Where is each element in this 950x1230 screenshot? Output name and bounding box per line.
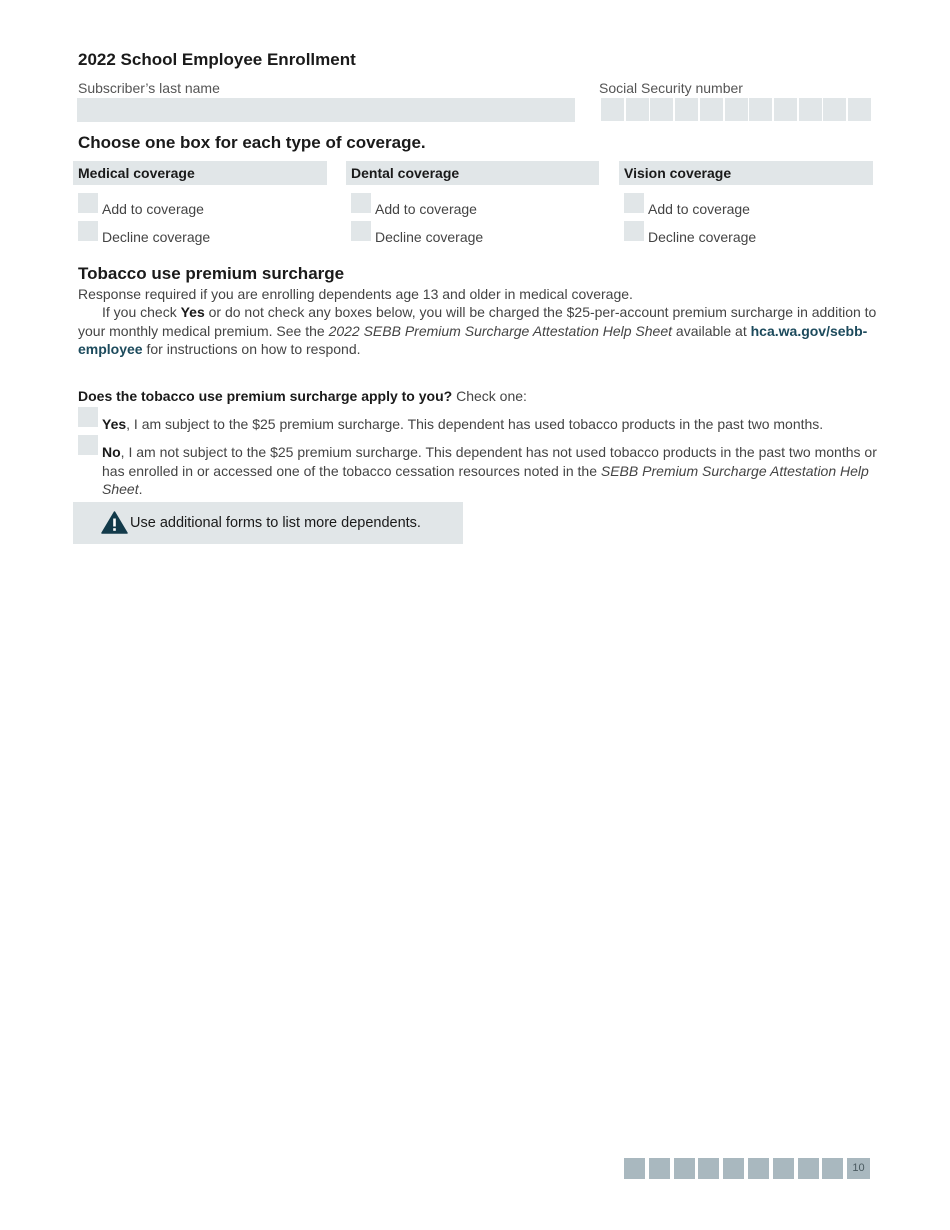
tobacco-yes-checkbox[interactable] — [78, 407, 98, 427]
last-name-input[interactable] — [77, 98, 575, 122]
sebb-employee-link[interactable]: hca.wa.gov/sebb-employee — [78, 322, 868, 357]
tobacco-heading: Tobacco use premium surcharge — [78, 264, 345, 283]
vision-add-checkbox[interactable] — [624, 193, 644, 213]
page-marker-box — [624, 1158, 645, 1179]
page-number: 10 — [847, 1158, 870, 1179]
page-marker-box — [748, 1158, 769, 1179]
medical-coverage-header: Medical coverage — [73, 161, 327, 185]
tobacco-no-checkbox[interactable] — [78, 435, 98, 455]
vision-decline-label: Decline coverage — [648, 229, 757, 245]
page-marker-box — [798, 1158, 819, 1179]
tobacco-explanation: If you check Yes or do not check any boxes below, you will be charged the $25-per-account premium surcharge in addition to your monthly medical premium. See the 2022 SEBB Premium Surcharge Attestation Help Sheet available at hca.wa.gov/sebb-employee for instructions on how to respond. — [78, 304, 877, 357]
ssn-digit-box[interactable] — [626, 98, 649, 121]
ssn-digit-box[interactable] — [749, 98, 772, 121]
medical-add-checkbox[interactable] — [78, 193, 98, 213]
additional-forms-note-text: Use additional forms to list more dependents. — [130, 515, 421, 531]
last-name-label: Subscriber’s last name — [78, 80, 220, 96]
medical-decline-checkbox[interactable] — [78, 221, 98, 241]
dental-coverage-header: Dental coverage — [346, 161, 599, 185]
ssn-digit-box[interactable] — [675, 98, 698, 121]
ssn-label: Social Security number — [599, 80, 743, 96]
page-marker-box — [674, 1158, 695, 1179]
page-marker-box — [723, 1158, 744, 1179]
ssn-digit-box[interactable] — [650, 98, 673, 121]
dental-decline-label: Decline coverage — [375, 229, 484, 245]
page-title: 2022 School Employee Enrollment — [78, 50, 356, 69]
dental-add-checkbox[interactable] — [351, 193, 371, 213]
ssn-digit-box[interactable] — [601, 98, 624, 121]
ssn-digit-box[interactable] — [774, 98, 797, 121]
vision-coverage-header: Vision coverage — [619, 161, 873, 185]
page-marker-box — [773, 1158, 794, 1179]
vision-decline-checkbox[interactable] — [624, 221, 644, 241]
dental-add-label: Add to coverage — [375, 201, 477, 217]
tobacco-question: Does the tobacco use premium surcharge apply to you? Check one: — [78, 388, 527, 404]
tobacco-yes-option: Yes, I am subject to the $25 premium surcharge. This dependent has used tobacco products in the past two months. — [102, 416, 824, 432]
ssn-digit-box[interactable] — [848, 98, 871, 121]
warning-icon — [101, 511, 128, 534]
coverage-heading: Choose one box for each type of coverage. — [78, 133, 426, 152]
vision-add-label: Add to coverage — [648, 201, 750, 217]
page-marker-box — [649, 1158, 670, 1179]
dental-decline-checkbox[interactable] — [351, 221, 371, 241]
tobacco-requirement-text: Response required if you are enrolling dependents age 13 and older in medical coverage. — [78, 286, 633, 302]
tobacco-no-option: No, I am not subject to the $25 premium surcharge. This dependent has not used tobacco products in the past two months or has enrolled in or accessed one of the tobacco cessation resources noted in the SEBB Premium Surcharge Attestation Help Sheet. — [102, 444, 877, 497]
medical-add-label: Add to coverage — [102, 201, 204, 217]
ssn-digit-box[interactable] — [823, 98, 846, 121]
page-marker-box — [822, 1158, 843, 1179]
ssn-digit-box[interactable] — [725, 98, 748, 121]
medical-decline-label: Decline coverage — [102, 229, 211, 245]
page-marker-box — [698, 1158, 719, 1179]
ssn-digit-box[interactable] — [799, 98, 822, 121]
ssn-digit-box[interactable] — [700, 98, 723, 121]
